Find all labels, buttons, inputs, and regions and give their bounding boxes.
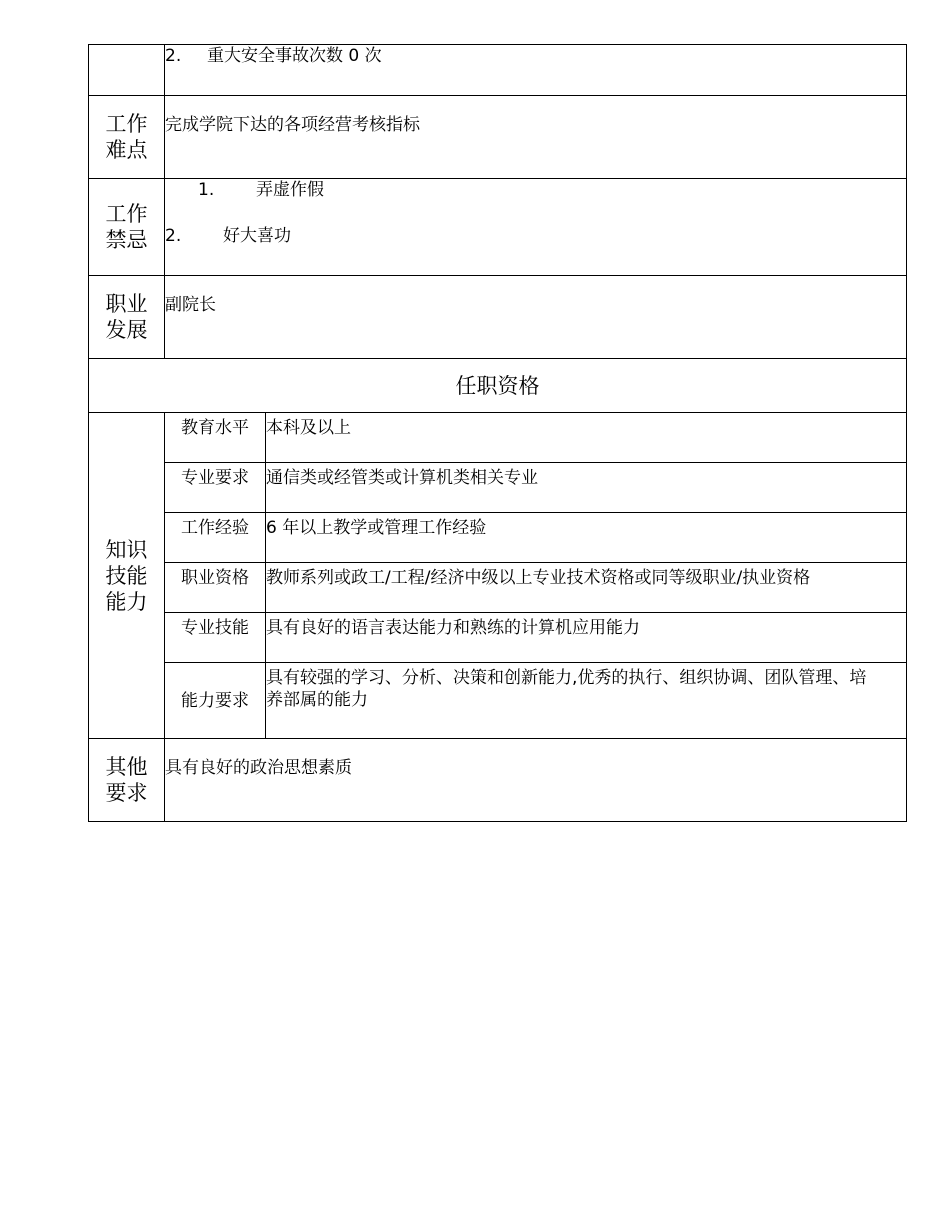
empty-label-cell: [89, 45, 165, 96]
difficulty-text: 完成学院下达的各项经营考核指标: [165, 96, 907, 179]
difficulty-label: 工作 难点: [89, 96, 165, 179]
qualification-label: 专业要求: [165, 463, 266, 513]
career-text: 副院长: [165, 276, 907, 359]
kpi-item-cell: [165, 45, 907, 96]
difficulty-row: [89, 96, 907, 179]
career-row: [89, 276, 907, 359]
qualification-label: 职业资格: [165, 563, 266, 613]
other-requirements-row: [89, 739, 907, 822]
other-requirements-text: 具有良好的政治思想素质: [165, 739, 907, 822]
other-requirements-label: 其他 要求: [89, 739, 165, 822]
qualification-row: [89, 613, 907, 663]
qualification-value: 教师系列或政工/工程/经济中级以上专业技术资格或同等级职业/执业资格: [266, 563, 907, 613]
taboo-item-2: 2. 好大喜功: [165, 226, 291, 246]
qualification-value: 具有良好的语言表达能力和熟练的计算机应用能力: [266, 613, 907, 663]
qualification-value: 本科及以上: [266, 413, 907, 463]
taboo-row: [89, 179, 907, 276]
qualification-value: 6 年以上教学或管理工作经验: [266, 513, 907, 563]
kpi-item-number: 2.: [165, 46, 182, 66]
kpi-continuation-row: [89, 45, 907, 96]
qualification-label: 工作经验: [165, 513, 266, 563]
qualification-label: 教育水平: [165, 413, 266, 463]
knowledge-skill-label: 知识 技能 能力: [89, 413, 165, 739]
qualification-label: 专业技能: [165, 613, 266, 663]
taboo-content: [165, 179, 907, 276]
qualification-row: [89, 413, 907, 463]
qualification-row: [89, 563, 907, 613]
qualification-label: 能力要求: [165, 663, 266, 739]
career-label: 职业 发展: [89, 276, 165, 359]
qualifications-header-row: [89, 359, 907, 413]
job-description-table: [88, 44, 907, 822]
qualification-value: 通信类或经管类或计算机类相关专业: [266, 463, 907, 513]
qualifications-header: 任职资格: [89, 359, 907, 413]
kpi-item-text: 重大安全事故次数 0 次: [207, 46, 382, 66]
qualification-row: [89, 663, 907, 739]
taboo-label: 工作 禁忌: [89, 179, 165, 276]
qualification-row: [89, 513, 907, 563]
taboo-item-1: 1. 弄虚作假: [198, 180, 324, 200]
qualification-row: [89, 463, 907, 513]
qualification-value: 具有较强的学习、分析、决策和创新能力,优秀的执行、组织协调、团队管理、培养部属的能力: [266, 663, 907, 739]
